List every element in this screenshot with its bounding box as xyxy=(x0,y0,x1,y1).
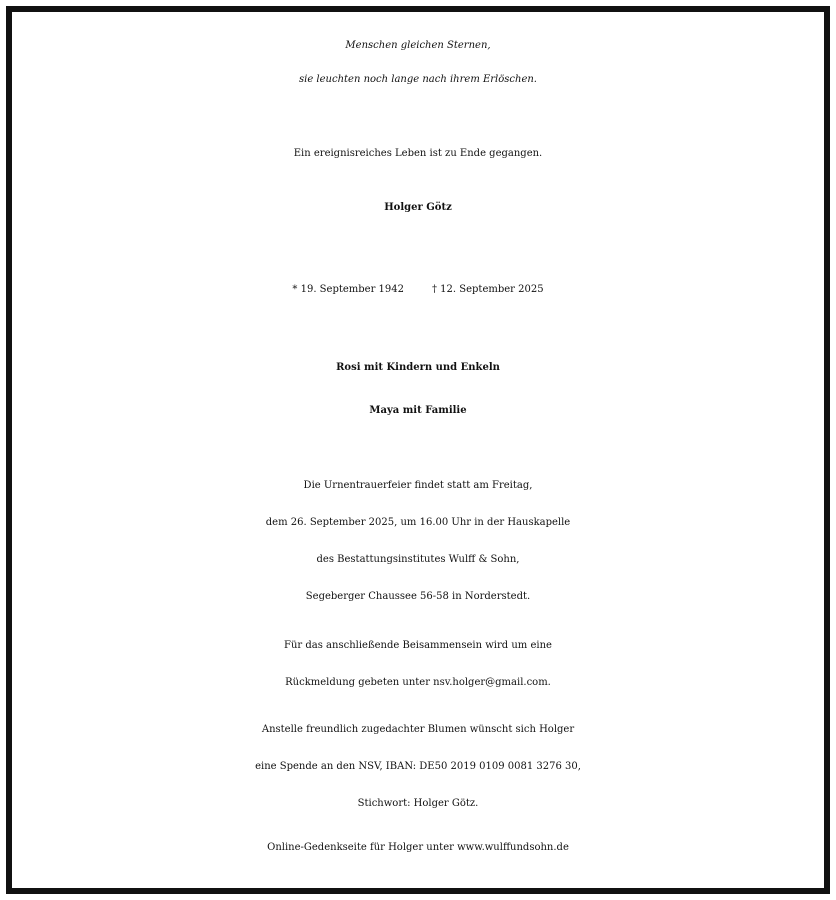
gathering-line-1: Für das anschließende Beisammensein wird um eine xyxy=(284,640,552,651)
birth-date: * 19. September 1942 xyxy=(292,284,404,295)
life-dates xyxy=(12,284,824,295)
deceased-name: Holger Götz xyxy=(384,202,452,213)
motto-line-1: Menschen gleichen Sternen, xyxy=(345,40,491,51)
donation-line-2: eine Spende an den NSV, IBAN: DE50 2019 0109 0081 3276 30, xyxy=(255,761,581,772)
gathering-line-2: Rückmeldung gebeten unter nsv.holger@gmail.com. xyxy=(285,677,551,688)
family-line-1: Rosi mit Kindern und Enkeln xyxy=(336,362,500,373)
motto-line-2: sie leuchten noch lange nach ihrem Erlöschen. xyxy=(299,74,537,85)
obituary-frame xyxy=(6,6,830,894)
online-memorial-text: Online-Gedenkseite für Holger unter www.wulffundsohn.de xyxy=(267,842,569,853)
donation-line-1: Anstelle freundlich zugedachter Blumen wünscht sich Holger xyxy=(261,724,575,735)
death-date: † 12. September 2025 xyxy=(432,284,544,295)
family-line-2: Maya mit Familie xyxy=(369,405,467,416)
ceremony-line-3: des Bestattungsinstitutes Wulff & Sohn, xyxy=(316,554,520,565)
intro-text: Ein ereignisreiches Leben ist zu Ende gegangen. xyxy=(293,148,543,159)
donation-line-3: Stichwort: Holger Götz. xyxy=(357,798,479,809)
ceremony-line-4: Segeberger Chaussee 56-58 in Norderstedt. xyxy=(305,591,531,602)
ceremony-line-1: Die Urnentrauerfeier findet statt am Freitag, xyxy=(303,480,533,491)
ceremony-line-2: dem 26. September 2025, um 16.00 Uhr in der Hauskapelle xyxy=(265,517,571,528)
